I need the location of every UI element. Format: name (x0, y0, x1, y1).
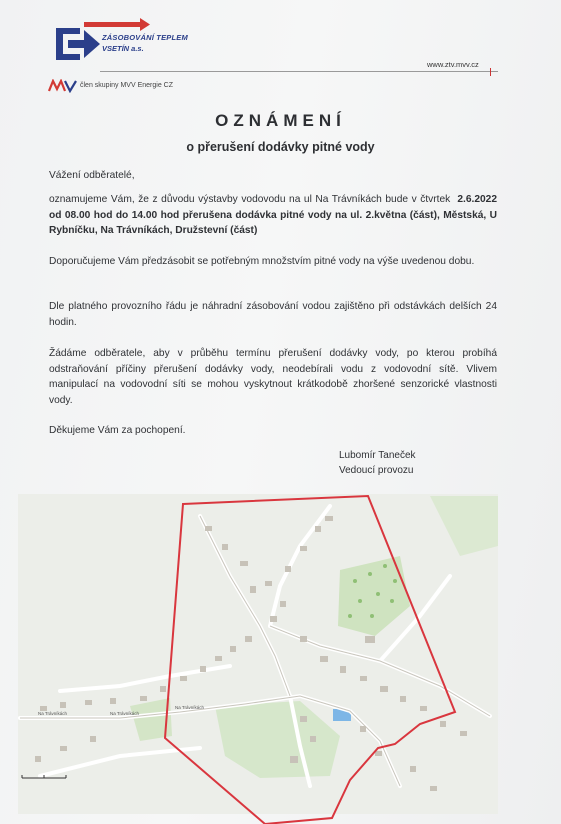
street-label: Na Trávníkách (175, 705, 205, 710)
member-text: člen skupiny MVV Energie CZ (80, 82, 173, 89)
website-link[interactable]: www.ztv.mvv.cz (427, 60, 479, 69)
company-logo-icon (50, 18, 210, 68)
announcement-lead: oznamujeme Vám, že z důvodu výstavby vodovodu na ul Na Trávníkách bude v čtvrtek (49, 194, 451, 205)
greeting: Vážení odběratelé, (49, 170, 135, 181)
paragraph-recommendation: Doporučujeme Vám předzásobit se potřebným množstvím pitné vody na výše uvedenou dobu. (49, 256, 475, 267)
street-label: Na Trávníkách (38, 711, 68, 716)
announcement-details: 2.6.2022 od 08.00 hod do 14.00 hod přerušena dodávka pitné vody na ul. 2.května (část), Městská, U Rybníčku, Na Trávníkách, Družstevní (část) (49, 194, 497, 236)
company-name-line1: ZÁSOBOVÁNÍ TEPLEM (102, 33, 188, 42)
street-label: Na Trávníkách (110, 711, 140, 716)
outage-area-map (0, 486, 561, 824)
notice-subtitle: o přerušení dodávky pitné vody (186, 140, 375, 154)
signature-name: Lubomír Taneček (339, 450, 416, 461)
thanks-text: Děkujeme Vám za pochopení. (49, 425, 186, 436)
signature-role: Vedoucí provozu (339, 465, 414, 476)
mvv-logo-icon (48, 79, 78, 93)
header-divider (100, 71, 498, 72)
company-name-line2: VSETÍN a.s. (102, 44, 144, 53)
notice-title: OZNÁMENÍ (215, 111, 346, 130)
paragraph-request: Žádáme odběratele, aby v průběhu termínu přerušení dodávky vody, po kterou probíhá odstraňování příčiny přerušení dodávky vody, neodebírali vodu z vodovodní sítě. Vlivem manipulací na vodovodní síti se mohou vyskytnout krátkodobě zhoršené senzorické vlastnosti vody. (49, 348, 497, 406)
paragraph-replacement-supply: Dle platného provozního řádu je náhradní zásobování vodou zajištěno při odstávkách delších 24 hodin. (49, 301, 497, 328)
paragraph-announcement (49, 192, 497, 239)
divider-mark (490, 68, 491, 76)
